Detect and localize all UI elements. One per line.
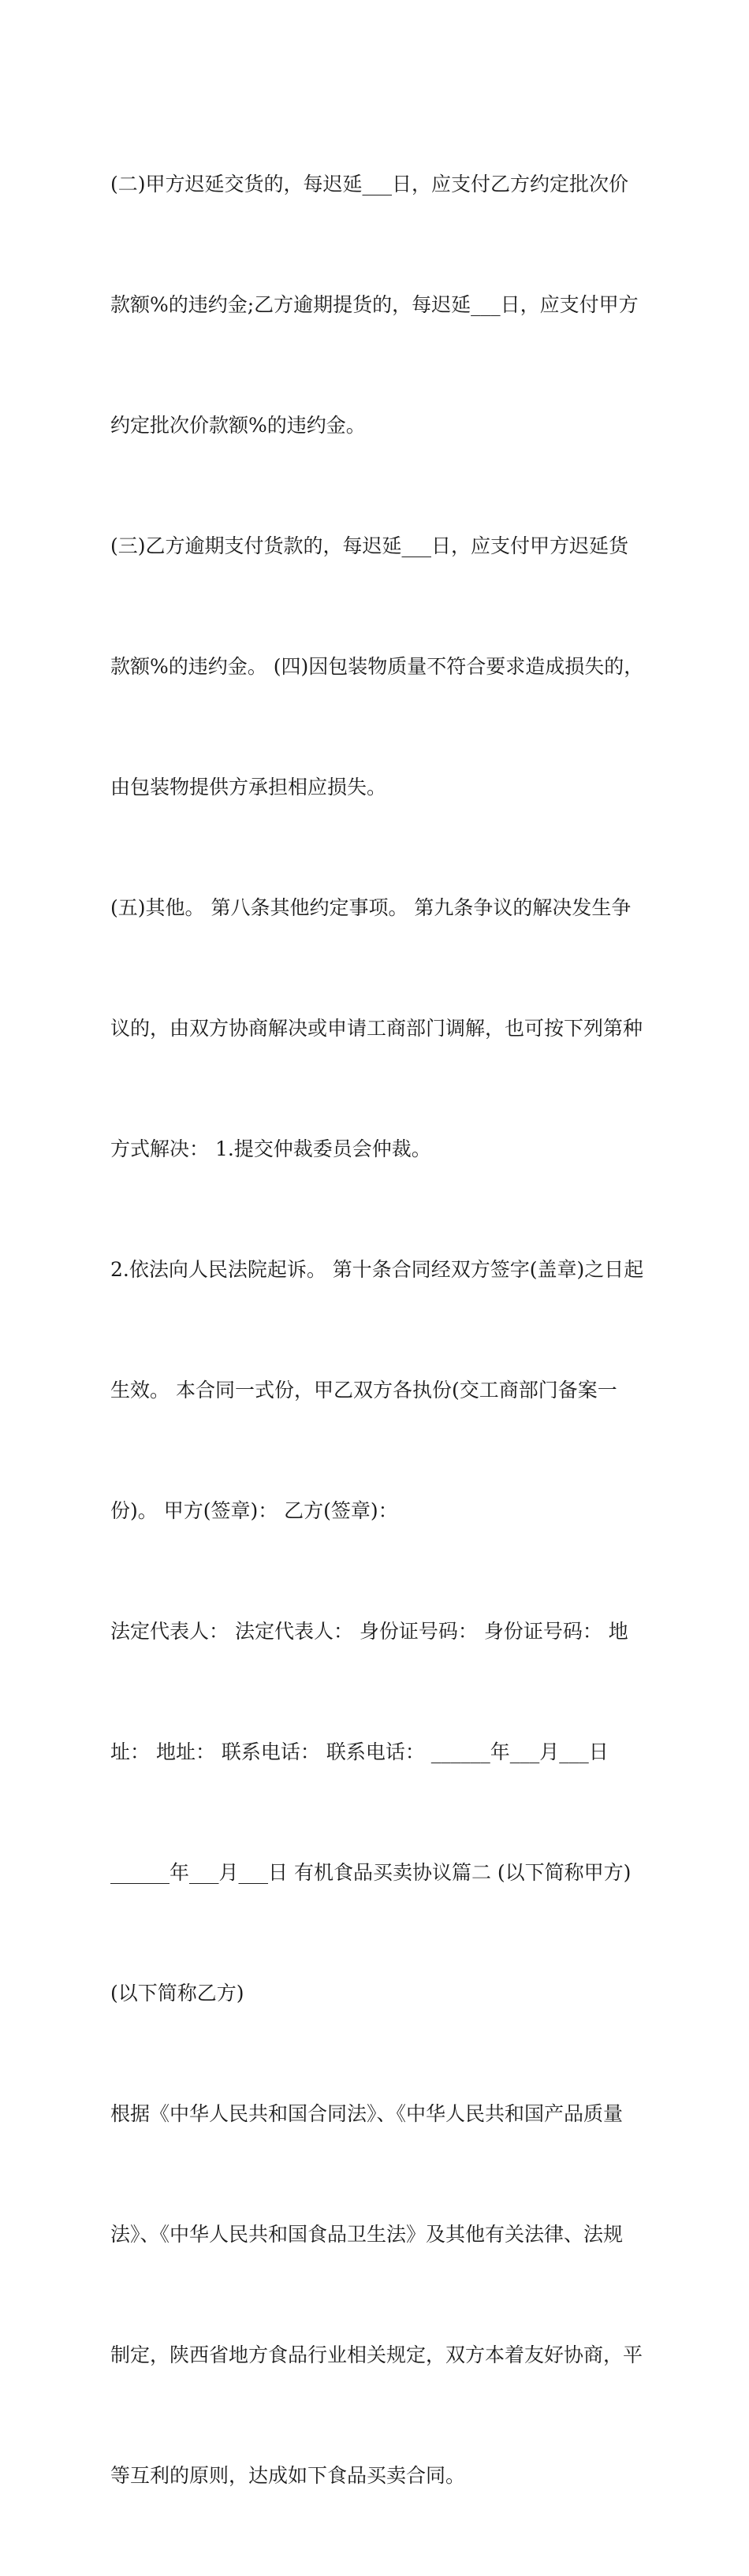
text-line: 由包装物提供方承担相应损失。: [110, 776, 387, 798]
text-line: 款额%的违约金。 (四)因包装物质量不符合要求造成损失的，: [110, 655, 644, 678]
text-line: 约定批次价款额%的违约金。: [110, 414, 366, 437]
text-line: 法定代表人： 法定代表人： 身份证号码： 身份证号码： 地: [110, 1620, 628, 1643]
text-line: (三)乙方逾期支付货款的，每迟延___日，应支付甲方迟延货: [110, 534, 629, 557]
text-line: 生效。 本合同一式份，甲乙双方各执份(交工商部门备案一: [110, 1379, 617, 1402]
text-line: 根据《中华人民共和国合同法》、《中华人民共和国产品质量: [110, 2102, 624, 2125]
text-line: (五)其他。 第八条其他约定事项。 第九条争议的解决发生争: [110, 896, 632, 919]
contract-text: [110, 84, 647, 2576]
text-line: (以下简称乙方): [110, 1982, 244, 2005]
text-line: 制定，陕西省地方食品行业相关规定，双方本着友好协商，平: [110, 2343, 643, 2366]
text-line: 等互利的原则，达成如下食品买卖合同。: [110, 2464, 466, 2487]
text-line: 方式解决： 1.提交仲裁委员会仲裁。: [110, 1137, 431, 1160]
text-line: 址： 地址： 联系电话： 联系电话： ______年___月___日: [110, 1740, 609, 1763]
text-line: 款额%的违约金;乙方逾期提货的，每迟延___日，应支付甲方: [110, 293, 639, 316]
text-line: 议的，由双方协商解决或申请工商部门调解，也可按下列第种: [110, 1017, 643, 1040]
text-line: 法》、《中华人民共和国食品卫生法》及其他有关法律、法规: [110, 2223, 624, 2246]
document-body: [110, 84, 647, 2576]
text-line: ______年___月___日 有机食品买卖协议篇二 (以下简称甲方): [110, 1861, 632, 1884]
text-line: (二)甲方迟延交货的，每迟延___日，应支付乙方约定批次价: [110, 173, 629, 195]
text-line: 2.依法向人民法院起诉。 第十条合同经双方签字(盖章)之日起: [110, 1258, 644, 1281]
text-line: 份)。 甲方(签章)： 乙方(签章)：: [110, 1499, 398, 1522]
